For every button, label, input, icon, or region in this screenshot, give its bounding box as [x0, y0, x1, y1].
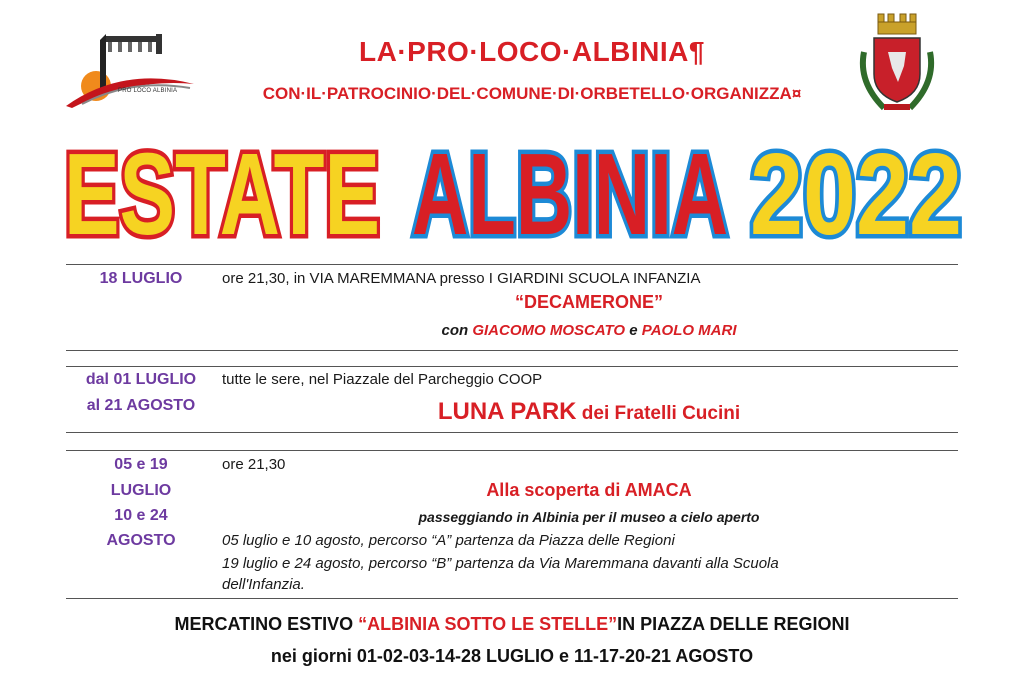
event-date: 10 e 24: [114, 507, 168, 524]
event-detail: 05 luglio e 10 agosto, percorso “A” partenza da Piazza delle Regioni: [222, 532, 675, 549]
event-detail: 19 luglio e 24 agosto, percorso “B” partenza da Via Maremmana davanti alla Scuola: [222, 555, 779, 572]
divider: [66, 450, 958, 451]
event-info: ore 21,30, in VIA MAREMMANA presso I GIARDINI SCUOLA INFANZIA: [222, 270, 701, 287]
event-date: 18 LUGLIO: [99, 270, 183, 287]
event-title-sub: dei Fratelli Cucini: [576, 403, 741, 424]
patronage-subtitle: CON·IL·PATROCINIO·DEL·COMUNE·DI·ORBETELLO·ORGANIZZA¤: [262, 84, 802, 103]
logo-caption: PRO LOCO ALBINIA: [118, 88, 178, 94]
event-info: ore 21,30: [222, 456, 286, 473]
event-title: Alla scoperta di AMACA: [486, 480, 692, 500]
event-date: LUGLIO: [110, 482, 172, 499]
divider: [66, 432, 958, 433]
event-date: 05 e 19: [114, 456, 168, 473]
performer-name: GIACOMO MOSCATO: [472, 322, 626, 339]
market-announcement: [0, 614, 1024, 635]
event-date: AGOSTO: [106, 532, 176, 549]
divider: [66, 350, 958, 351]
title-word-albinia: ALBINIA: [412, 129, 728, 252]
divider: [66, 264, 958, 265]
event-performers: [222, 322, 956, 339]
market-prefix: MERCATINO ESTIVO: [174, 614, 359, 634]
with-prefix: con: [441, 322, 473, 339]
event-info: tutte le sere, nel Piazzale del Parcheggio COOP: [222, 371, 543, 388]
estate-albinia-2022-title: [60, 114, 970, 252]
event-title-main: LUNA PARK: [437, 398, 577, 425]
market-name: “ALBINIA SOTTO LE STELLE”: [358, 614, 618, 634]
performer-joiner: e: [625, 322, 642, 339]
event-title: [222, 398, 956, 426]
event-subtitle: passeggiando in Albinia per il museo a cielo aperto: [418, 509, 760, 525]
title-word-year: 2022: [750, 129, 962, 252]
event-date: dal 01 LUGLIO: [85, 371, 197, 388]
divider: [66, 598, 958, 599]
event-date: al 21 AGOSTO: [86, 397, 196, 414]
organizer-title: LA·PRO·LOCO·ALBINIA¶: [359, 36, 705, 67]
divider: [66, 366, 958, 367]
event-title: “DECAMERONE”: [514, 292, 663, 312]
performer-name: PAOLO MARI: [641, 322, 737, 339]
market-location: IN PIAZZA DELLE REGIONI: [617, 614, 850, 634]
market-dates: nei giorni 01-02-03-14-28 LUGLIO e 11-17-20-21 AGOSTO: [270, 646, 754, 666]
title-word-estate: ESTATE: [64, 129, 380, 252]
event-detail: dell'Infanzia.: [222, 576, 305, 593]
